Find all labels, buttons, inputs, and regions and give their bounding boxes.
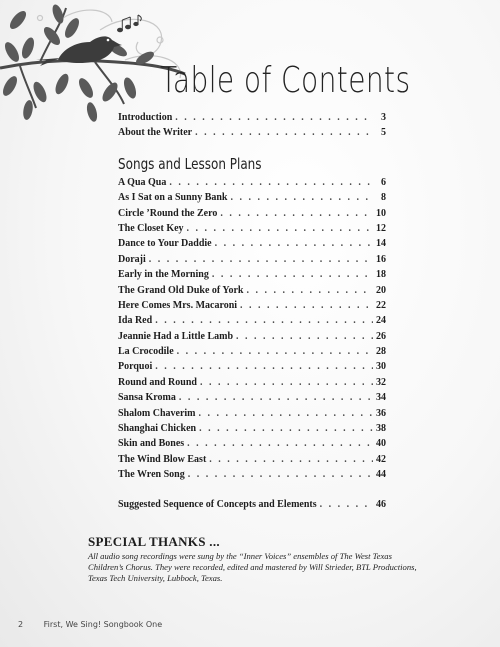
toc-entry-song[interactable] [118, 223, 386, 238]
special-thanks-body: All audio song recordings were sung by the “Inner Voices” ensembles of The West Texas Children’s Chorus. They were recorded, edited and mastered by Will Strieder, BTL Productions, Texas Tech University, Lubbock, Texas. [88, 551, 417, 583]
toc-entry-song[interactable] [118, 423, 386, 438]
toc-entry-page: 12 [376, 222, 386, 234]
toc-entry-suggested-sequence[interactable] [118, 499, 386, 514]
toc-entry-label: Introduction [118, 112, 173, 123]
dot-leader [209, 454, 373, 465]
toc-entry-label: The Wind Blow East [118, 453, 207, 465]
dot-leader [240, 300, 373, 311]
dot-leader [169, 177, 373, 188]
toc-entry-label: A Qua Qua [118, 176, 167, 188]
toc-entry-page: 3 [381, 112, 386, 123]
toc-entry-song[interactable] [118, 377, 386, 392]
toc-entry-page: 8 [381, 192, 386, 204]
toc-entry-page: 10 [376, 207, 386, 219]
toc-entry-song[interactable] [118, 454, 386, 469]
toc-entry-page: 24 [376, 315, 386, 327]
toc-entry-song[interactable] [118, 238, 386, 253]
toc-entry-song[interactable] [118, 438, 386, 453]
special-thanks [88, 534, 418, 584]
dot-leader [177, 346, 373, 357]
dot-leader [236, 331, 373, 342]
toc-entry-page: 40 [376, 438, 386, 450]
toc-entry-page: 6 [381, 176, 386, 188]
dot-leader [155, 361, 373, 372]
toc-entry-page: 32 [376, 376, 386, 388]
toc-entry-song[interactable] [118, 192, 386, 207]
page-footer [18, 620, 162, 629]
dot-leader [246, 285, 373, 296]
toc-entry-page: 38 [376, 423, 386, 435]
dot-leader [155, 315, 373, 326]
dot-leader [199, 408, 374, 419]
table-of-contents [118, 112, 386, 514]
section-heading-songs: Songs and Lesson Plans [118, 154, 262, 173]
dot-leader [179, 392, 373, 403]
toc-entry-label: Early in the Morning [118, 269, 209, 281]
song-list [118, 177, 386, 485]
toc-entry-about-the-writer[interactable] [118, 127, 386, 142]
toc-entry-song[interactable] [118, 469, 386, 484]
toc-entry-song[interactable] [118, 361, 386, 376]
leaf-branch-icon [0, 3, 185, 123]
toc-entry-page: 30 [376, 361, 386, 373]
dot-leader [200, 377, 373, 388]
dot-leader [188, 469, 373, 480]
dot-leader [187, 438, 373, 449]
toc-entry-page: 46 [376, 498, 386, 510]
dot-leader [212, 269, 373, 280]
toc-entry-introduction[interactable] [118, 112, 386, 127]
toc-entry-label: Shanghai Chicken [118, 423, 197, 435]
dot-leader [320, 499, 373, 510]
toc-entry-song[interactable] [118, 300, 386, 315]
toc-entry-song[interactable] [118, 392, 386, 407]
toc-entry-page: 44 [376, 469, 386, 481]
toc-entry-page: 28 [376, 346, 386, 358]
toc-entry-label: The Wren Song [118, 469, 185, 481]
toc-entry-label: Suggested Sequence of Concepts and Elements [118, 498, 317, 510]
dot-leader [199, 423, 373, 434]
toc-entry-song[interactable] [118, 346, 386, 361]
dot-leader [195, 127, 373, 138]
toc-entry-label: As I Sat on a Sunny Bank [118, 192, 228, 204]
toc-entry-label: Ida Red [118, 315, 153, 327]
toc-entry-label: Jeannie Had a Little Lamb [118, 330, 234, 342]
toc-entry-page: 16 [376, 253, 386, 265]
toc-entry-page: 18 [376, 269, 386, 281]
toc-entry-page: 5 [381, 127, 386, 139]
toc-entry-song[interactable] [118, 208, 386, 223]
toc-entry-page: 42 [376, 453, 386, 465]
toc-entry-label: Doraji [118, 253, 146, 265]
toc-entry-page: 26 [376, 330, 386, 342]
toc-entry-label: About the Writer [118, 127, 193, 139]
toc-entry-song[interactable] [118, 269, 386, 284]
dot-leader [187, 223, 373, 234]
toc-entry-label: Sansa Kroma [118, 392, 176, 404]
dot-leader [231, 192, 374, 203]
toc-entry-page: 34 [376, 392, 386, 404]
special-thanks-heading: SPECIAL THANKS ... [88, 534, 220, 549]
toc-entry-page: 36 [376, 407, 386, 419]
toc-entry-page: 20 [376, 284, 386, 296]
toc-entry-song[interactable] [118, 331, 386, 346]
toc-entry-label: Skin and Bones [118, 438, 185, 450]
toc-entry-page: 22 [376, 299, 386, 311]
toc-entry-label: Porquoi [118, 361, 153, 373]
dot-leader [175, 112, 373, 123]
dot-leader [149, 254, 373, 265]
toc-entry-page: 14 [376, 238, 386, 250]
dot-leader [215, 238, 373, 249]
toc-entry-song[interactable] [118, 315, 386, 330]
toc-entry-song[interactable] [118, 177, 386, 192]
toc-entry-song[interactable] [118, 408, 386, 423]
toc-entry-song[interactable] [118, 254, 386, 269]
toc-entry-label: Round and Round [118, 376, 197, 388]
toc-entry-label: The Closet Key [118, 222, 184, 234]
toc-entry-label: The Grand Old Duke of York [118, 284, 244, 296]
toc-entry-label: Shalom Chaverim [118, 407, 196, 419]
page-title: Table of Contents [160, 60, 411, 101]
toc-entry-label: Dance to Your Daddie [118, 238, 212, 250]
toc-entry-label: Here Comes Mrs. Macaroni [118, 299, 238, 311]
toc-entry-label: La Crocodile [118, 346, 174, 358]
book-title: First, We Sing! Songbook One [43, 620, 163, 629]
toc-entry-song[interactable] [118, 285, 386, 300]
page-number: 2 [18, 620, 24, 629]
toc-entry-label: Circle ’Round the Zero [118, 207, 218, 219]
music-notes-icon [118, 15, 142, 32]
dot-leader [220, 208, 373, 219]
